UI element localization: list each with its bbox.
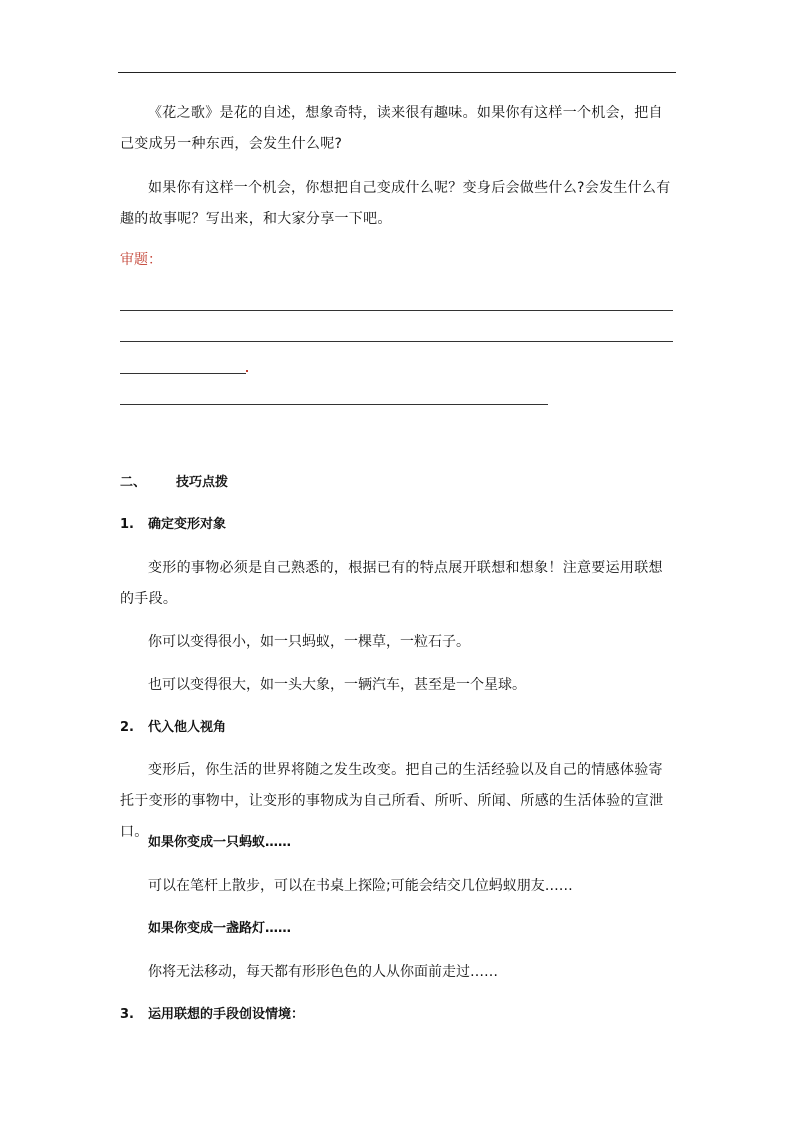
tip2-paragraph-1: 变形后，你生活的世界将随之发生改变。把自己的生活经验以及自己的情感体验寄托于变形的事物中，让变形的事物成为自己所看、所听、所闻、所感的生活体验的宣泄口。 [120, 762, 664, 840]
tip2-example-1-title: 如果你变成一只蚂蚁…… [148, 835, 292, 850]
review-label: 审题： [120, 252, 162, 268]
tip1-number: 1. [120, 517, 134, 532]
section2-title: 技巧点拨 [176, 475, 229, 490]
header-rule [118, 72, 676, 73]
tip2-example-2-title: 如果你变成一盏路灯…… [148, 921, 292, 936]
section2-number: 二、 [120, 475, 147, 490]
intro-paragraph-2: 如果你有这样一个机会，你想把自己变成什么呢？变身后会做些什么?会发生什么有趣的故事呢？写出来，和大家分享一下吧。 [120, 180, 671, 227]
tip1-paragraph-2: 你可以变得很小，如一只蚂蚁，一棵草，一粒石子。 [148, 634, 470, 650]
tip1-title: 确定变形对象 [148, 517, 227, 532]
tip1-paragraph-1: 变形的事物必须是自己熟悉的，根据已有的特点展开联想和想象！注意要运用联想的手段。 [120, 560, 663, 607]
answer-blank-line-4[interactable] [120, 404, 548, 405]
tip1-paragraph-3: 也可以变得很大，如一头大象，一辆汽车，甚至是一个星球。 [148, 677, 526, 693]
tip3-number: 3. [120, 1007, 134, 1022]
answer-blank-line-2[interactable] [120, 341, 673, 342]
tip2-example-1-text: 可以在笔杆上散步，可以在书桌上探险;可能会结交几位蚂蚁朋友…… [148, 878, 573, 894]
mark-dot [246, 370, 248, 372]
tip2-number: 2. [120, 720, 134, 735]
tip2-title: 代入他人视角 [148, 720, 227, 735]
answer-blank-line-3[interactable] [120, 373, 246, 374]
answer-blank-line-1[interactable] [120, 310, 673, 311]
tip3-title: 运用联想的手段创设情境： [148, 1007, 305, 1022]
intro-paragraph-1: 《花之歌》是花的自述，想象奇特，读来很有趣味。如果你有这样一个机会，把自己变成另一种东西，会发生什么呢? [120, 105, 663, 152]
tip2-example-2-text: 你将无法移动，每天都有形形色色的人从你面前走过…… [148, 964, 498, 980]
